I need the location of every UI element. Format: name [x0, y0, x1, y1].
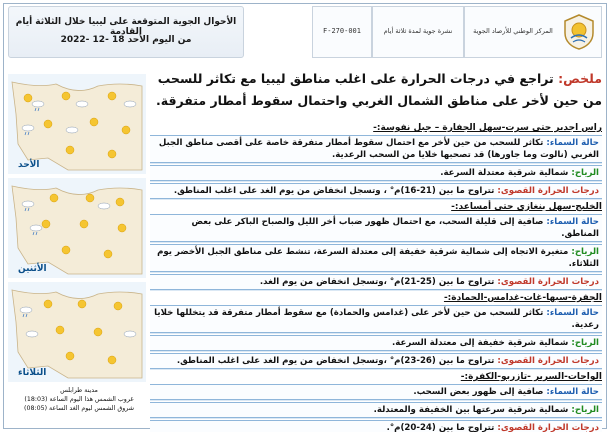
- temp-row: [150, 353, 602, 369]
- sky-label: حالة السماء:: [546, 308, 599, 318]
- wind-label: الرياح:: [571, 405, 599, 415]
- wind-value: شمالية شرقية خفيفة إلى معتدلة السرعة.: [392, 338, 569, 348]
- wind-value: شمالية شرقية معتدلة السرعة.: [440, 168, 569, 178]
- sky-row: [150, 305, 602, 333]
- temp-value: تتراوح ما بين (26-23)م° ،وتسجل انخفاض من يوم الغد على اغلب المناطق.: [176, 356, 495, 366]
- map-day1-label: الأحد: [18, 160, 40, 170]
- region-title: الجفرة-سبها-غات-غدامس-الحمادة:-: [443, 293, 602, 303]
- libya-map-day1: [8, 74, 146, 174]
- wind-value: متغيرة الاتجاه إلى شمالية شرقية خفيفة إلى معتدلة السرعة، تنشط على مناطق الجبل الأخضر يوم الثلاثاء.: [157, 247, 599, 269]
- region-section: [150, 122, 602, 199]
- header: [8, 6, 602, 58]
- wind-label: الرياح:: [571, 338, 599, 348]
- info-sunrise: شروق الشمس ليوم الغد الساعة (08:05): [23, 405, 135, 412]
- wind-label: الرياح:: [571, 247, 599, 257]
- sky-label: حالة السماء:: [546, 217, 599, 227]
- sky-row: [150, 135, 602, 163]
- wind-row: [150, 335, 602, 351]
- map-day2-label: الأثنين: [18, 264, 47, 274]
- center-box: [464, 6, 602, 58]
- info-sunset: غروب الشمس هذا اليوم الساعة (18:03): [24, 396, 134, 403]
- title-box: [8, 6, 244, 58]
- libya-map-day2: [8, 178, 146, 278]
- bulletin-title: الأحوال الجوية المتوقعة على ليبيا خلال الثلاثة أيام القادمة: [15, 17, 237, 37]
- wind-row: [150, 244, 602, 272]
- forecast-map-day2: [8, 178, 146, 278]
- sky-value: صافية إلى ظهور بعض السحب.: [413, 387, 544, 397]
- temp-row: [150, 420, 602, 432]
- region-section: [150, 201, 602, 290]
- sky-label: حالة السماء:: [546, 138, 599, 148]
- summary: [150, 68, 602, 112]
- regional-forecasts: [150, 122, 602, 432]
- forecast-map-day1: [8, 74, 146, 174]
- temp-value: تتراوح ما بين (25-21)م° ،وتسجل انخفاض من يوم الغد.: [259, 277, 495, 287]
- temp-label: درجات الحرارة القصوى:: [497, 423, 599, 432]
- region-section: [150, 371, 602, 432]
- temp-value: تتراوح ما بين (21-16)م° ، وتسجل انخفاض من يوم الغد على اغلب المناطق.: [173, 186, 495, 196]
- map-day3-label: الثلاثاء: [18, 368, 47, 378]
- region-section: [150, 292, 602, 369]
- region-title: راس اجدير حتى سرت-سهل الجفارة – جبل نفوسة:-: [373, 123, 602, 133]
- doc-code: F-270-001: [323, 27, 361, 35]
- sky-value: صافية إلى قليلة السحب، مع احتمال ظهور ضباب أخر الليل والصباح الباكر على بعض المناطق.: [191, 217, 599, 239]
- summary-text: تراجع في درجات الحرارة على اغلب مناطق ليبيا مع تكاثر للسحب من حين لأخر على مناطق الشمال الغربي واحتمال سقوط أمطار متفرقة.: [155, 71, 602, 108]
- doc-code-box: [312, 6, 372, 58]
- region-title: الواحات-السرير -تازربو-الكفرة:-: [460, 372, 602, 382]
- sky-value: تكاثر للسحب من حين لأخر مع احتمال سقوط أمطار متفرقة خاصة على أقصى مناطق الجبل الغربي (نالوت وما جاورها) قد تصحبها خلايا من السحب الرعدية.: [158, 138, 599, 160]
- temp-label: درجات الحرارة القصوى:: [497, 186, 599, 196]
- sky-row: [150, 384, 602, 400]
- sun-times: [14, 386, 144, 413]
- meteorology-logo-icon: [561, 13, 597, 51]
- temp-value: تتراوح ما بين (24-20)م°.: [386, 423, 495, 432]
- sky-value: تكاثر للسحب من حين لأخر على (غدامس والحمادة) مع سقوط أمطار متفرقة قد يتخللها خلايا رعدية.: [154, 308, 599, 330]
- temp-label: درجات الحرارة القصوى:: [497, 356, 599, 366]
- issue-box: [372, 6, 464, 58]
- wind-row: [150, 402, 602, 418]
- forecast-map-day3: [8, 282, 146, 382]
- temp-label: درجات الحرارة القصوى:: [497, 277, 599, 287]
- issue-label: نشرة جوية لمدة ثلاثة أيام: [383, 27, 453, 35]
- sky-row: [150, 214, 602, 242]
- libya-map-day3: [8, 282, 146, 382]
- wind-row: [150, 165, 602, 181]
- bulletin-date: من اليوم الأحد 18 -12 -2022: [60, 35, 192, 45]
- summary-label: ملخص:: [558, 71, 602, 86]
- region-title: الخليج-سهل بنغازي حتى أمساعد:-: [451, 202, 602, 212]
- info-city: مدينة طرابلس: [60, 387, 98, 394]
- temp-row: [150, 183, 602, 199]
- sky-label: حالة السماء:: [546, 387, 599, 397]
- center-name: المركز الوطني للأرصاد الجوية: [473, 27, 553, 35]
- forecast-maps: [8, 74, 146, 386]
- temp-row: [150, 274, 602, 290]
- wind-label: الرياح:: [571, 168, 599, 178]
- wind-value: شمالية شرقية سرعتها بين الخفيفة والمعتدلة.: [373, 405, 569, 415]
